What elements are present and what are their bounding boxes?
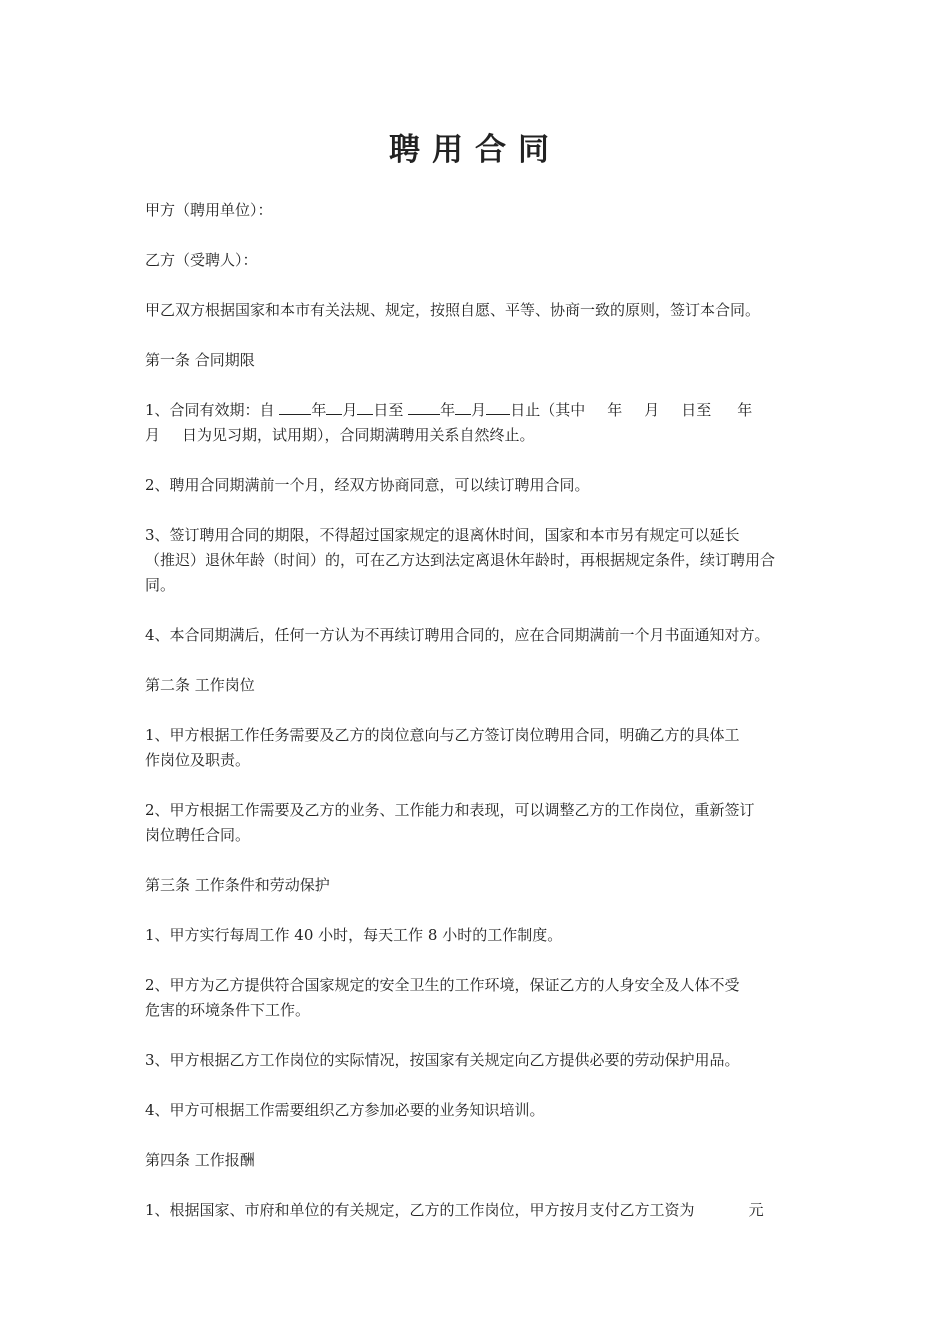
article4-heading: 第四条 工作报酬	[145, 1151, 255, 1169]
article1-clause1	[145, 398, 817, 448]
article1-clause4: 4、本合同期满后，任何一方认为不再续订聘用合同的，应在合同期满前一个月书面通知对方。	[145, 626, 770, 644]
article4-clause1: 1、根据国家、市府和单位的有关规定，乙方的工作岗位，甲方按月支付乙方工资为 元	[145, 1201, 764, 1219]
blank-field[interactable]	[486, 398, 510, 415]
article2-clause1: 1、甲方根据工作任务需要及乙方的岗位意向与乙方签订岗位聘用合同，明确乙方的具体工 作岗位及职责。	[145, 726, 740, 769]
article1-clause3: 3、签订聘用合同的期限，不得超过国家规定的退离休时间，国家和本市另有规定可以延长 （推迟）退休年龄（时间）的，可在乙方达到法定离退休年龄时，再根据规定条件，续订聘用合 同。	[145, 526, 776, 594]
blank-field[interactable]	[326, 398, 342, 415]
article2-clause2: 2、甲方根据工作需要及乙方的业务、工作能力和表现，可以调整乙方的工作岗位，重新签订 岗位聘任合同。	[145, 801, 755, 844]
party-a: 甲方（聘用单位）：	[145, 201, 273, 219]
article3-clause4: 4、甲方可根据工作需要组织乙方参加必要的业务知识培训。	[145, 1101, 545, 1119]
blank-field[interactable]	[455, 398, 471, 415]
article3-clause2: 2、甲方为乙方提供符合国家规定的安全卫生的工作环境，保证乙方的人身安全及人体不受 危害的环境条件下工作。	[145, 976, 740, 1019]
article3-heading: 第三条 工作条件和劳动保护	[145, 876, 330, 894]
article3-clause3: 3、甲方根据乙方工作岗位的实际情况，按国家有关规定向乙方提供必要的劳动保护用品。	[145, 1051, 740, 1069]
article1-clause1-line1: 1、合同有效期：自 年 月 日至 年 月 日止（其中 年 月 日至 年	[145, 398, 817, 423]
document-title: 聘用合同	[389, 132, 561, 168]
article2-heading: 第二条 工作岗位	[145, 676, 255, 694]
intro-paragraph: 甲乙双方根据国家和本市有关法规、规定，按照自愿、平等、协商一致的原则，签订本合同。	[145, 301, 761, 319]
article1-heading: 第一条 合同期限	[145, 351, 255, 369]
blank-field[interactable]	[279, 398, 311, 415]
blank-field[interactable]	[408, 398, 440, 415]
salary-unit: 元	[748, 1201, 764, 1219]
article1-clause2: 2、聘用合同期满前一个月，经双方协商同意，可以续订聘用合同。	[145, 476, 590, 494]
document-body	[145, 198, 817, 1248]
article1-clause1-line2: 月 日为见习期，试用期），合同期满聘用关系自然终止。	[145, 426, 535, 444]
article3-clause1: 1、甲方实行每周工作 40 小时，每天工作 8 小时的工作制度。	[145, 926, 563, 944]
party-b: 乙方（受聘人）：	[145, 251, 258, 269]
blank-field[interactable]	[357, 398, 373, 415]
